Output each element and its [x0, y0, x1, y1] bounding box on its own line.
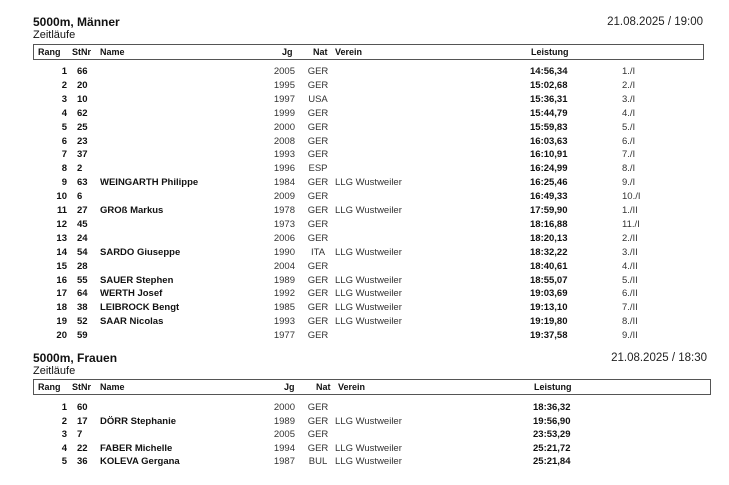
- cell-platz: 1./II: [622, 205, 638, 216]
- result-row: [0, 443, 729, 456]
- cell-jg: 1993: [273, 149, 295, 161]
- result-row: [0, 233, 729, 246]
- cell-stnr: 10: [77, 93, 88, 105]
- cell-platz: 4./II: [622, 260, 638, 272]
- cell-stnr: 20: [77, 79, 88, 91]
- cell-verein: LLG Wustweiler: [335, 302, 402, 314]
- cell-rang: 17: [56, 288, 67, 300]
- cell-leistung: 19:03,69: [530, 288, 568, 300]
- cell-stnr: 55: [77, 274, 88, 286]
- cell-rang: 6: [61, 135, 67, 147]
- cell-leistung: 17:59,90: [530, 205, 568, 216]
- cell-rang: 5: [61, 456, 67, 468]
- cell-verein: LLG Wustweiler: [335, 205, 402, 216]
- result-row: [0, 247, 729, 260]
- cell-verein: LLG Wustweiler: [335, 316, 402, 328]
- cell-stnr: 25: [77, 121, 88, 133]
- cell-rang: 8: [61, 163, 67, 175]
- col-leistung: Leistung: [531, 47, 569, 57]
- cell-jg: 1987: [273, 456, 295, 468]
- cell-rang: 18: [56, 302, 67, 314]
- cell-jg: 2005: [273, 429, 295, 441]
- result-row: [0, 456, 729, 469]
- cell-platz: 10./I: [622, 191, 641, 203]
- cell-verein: LLG Wustweiler: [335, 456, 402, 468]
- col-jg: Jg: [284, 382, 295, 392]
- cell-stnr: 2: [77, 163, 83, 175]
- cell-leistung: 19:19,80: [530, 316, 568, 328]
- cell-platz: 9./II: [622, 330, 638, 342]
- result-row: [0, 429, 729, 442]
- cell-nat: GER: [307, 429, 329, 441]
- col-verein: Verein: [335, 47, 363, 57]
- cell-leistung: 19:13,10: [530, 302, 568, 314]
- cell-stnr: 17: [77, 415, 88, 427]
- cell-nat: GER: [307, 66, 329, 77]
- cell-jg: 1993: [273, 316, 295, 328]
- cell-jg: 1997: [273, 93, 295, 105]
- cell-nat: GER: [307, 218, 329, 230]
- cell-stnr: 23: [77, 135, 88, 147]
- cell-platz: 6./I: [622, 135, 636, 147]
- cell-rang: 11: [56, 205, 67, 216]
- col-name: Name: [100, 382, 125, 392]
- cell-leistung: 18:32,22: [530, 246, 568, 258]
- col-rang: Rang: [38, 47, 61, 57]
- cell-jg: 2006: [273, 232, 295, 244]
- cell-leistung: 18:55,07: [530, 274, 568, 286]
- men-event-title: 5000m, Männer: [33, 15, 120, 29]
- cell-jg: 1984: [273, 177, 295, 189]
- cell-leistung: 18:36,32: [533, 402, 571, 413]
- cell-jg: 1985: [273, 302, 295, 314]
- cell-jg: 1996: [273, 163, 295, 175]
- cell-rang: 3: [61, 429, 67, 441]
- cell-jg: 1994: [273, 442, 295, 454]
- cell-nat: GER: [307, 402, 329, 413]
- cell-rang: 4: [61, 107, 67, 119]
- cell-name: DÖRR Stephanie: [100, 415, 177, 427]
- cell-stnr: 38: [77, 302, 88, 314]
- cell-leistung: 25:21,84: [533, 456, 571, 468]
- result-row: [0, 136, 729, 149]
- col-leistung: Leistung: [534, 382, 572, 392]
- cell-rang: 15: [56, 260, 67, 272]
- women-datetime: 21.08.2025 / 18:30: [611, 352, 707, 364]
- cell-leistung: 15:44,79: [530, 107, 568, 119]
- cell-rang: 13: [56, 232, 67, 244]
- cell-name: FABER Michelle: [100, 442, 173, 454]
- cell-jg: 2000: [273, 402, 295, 413]
- result-row: [0, 108, 729, 121]
- cell-jg: 1989: [273, 274, 295, 286]
- cell-jg: 2000: [273, 121, 295, 133]
- women-table-header: [33, 379, 711, 395]
- cell-leistung: 15:36,31: [530, 93, 568, 105]
- cell-rang: 19: [56, 316, 67, 328]
- cell-stnr: 60: [77, 402, 88, 413]
- result-row: [0, 219, 729, 232]
- result-row: [0, 122, 729, 135]
- result-row: [0, 191, 729, 204]
- cell-rang: 5: [61, 121, 67, 133]
- result-row: [0, 402, 729, 415]
- cell-nat: GER: [307, 79, 329, 91]
- result-row: [0, 288, 729, 301]
- cell-rang: 12: [56, 218, 67, 230]
- cell-jg: 1992: [273, 288, 295, 300]
- cell-stnr: 22: [77, 442, 88, 454]
- cell-rang: 1: [61, 402, 67, 413]
- cell-leistung: 16:24,99: [530, 163, 568, 175]
- cell-leistung: 16:10,91: [530, 149, 568, 161]
- cell-nat: GER: [307, 442, 329, 454]
- cell-jg: 2004: [273, 260, 295, 272]
- cell-jg: 1995: [273, 79, 295, 91]
- cell-platz: 5./I: [622, 121, 636, 133]
- cell-name: SAUER Stephen: [100, 274, 174, 286]
- cell-verein: LLG Wustweiler: [335, 246, 402, 258]
- cell-platz: 6./II: [622, 288, 638, 300]
- cell-nat: GER: [307, 107, 329, 119]
- cell-rang: 14: [56, 246, 67, 258]
- cell-nat: GER: [307, 232, 329, 244]
- cell-stnr: 59: [77, 330, 88, 342]
- cell-platz: 7./II: [622, 302, 638, 314]
- cell-nat: GER: [307, 274, 329, 286]
- cell-platz: 3./II: [622, 246, 638, 258]
- cell-name: WEINGARTH Philippe: [100, 177, 199, 189]
- cell-jg: 2009: [273, 191, 295, 203]
- cell-stnr: 45: [77, 218, 88, 230]
- col-nat: Nat: [316, 382, 331, 392]
- cell-nat: GER: [307, 205, 329, 216]
- col-stnr: StNr: [72, 382, 92, 392]
- result-row: [0, 416, 729, 429]
- cell-leistung: 14:56,34: [530, 66, 568, 77]
- result-row: [0, 94, 729, 107]
- cell-stnr: 6: [77, 191, 83, 203]
- cell-stnr: 37: [77, 149, 88, 161]
- cell-rang: 4: [61, 442, 67, 454]
- women-event-title: 5000m, Frauen: [33, 351, 118, 365]
- cell-nat: GER: [307, 415, 329, 427]
- result-row: [0, 261, 729, 274]
- cell-nat: GER: [307, 121, 329, 133]
- cell-rang: 16: [56, 274, 67, 286]
- cell-nat: GER: [307, 330, 329, 342]
- result-row: [0, 177, 729, 190]
- cell-nat: GER: [307, 302, 329, 314]
- cell-stnr: 64: [77, 288, 88, 300]
- men-datetime: 21.08.2025 / 19:00: [607, 16, 703, 28]
- cell-name: WERTH Josef: [100, 288, 163, 300]
- result-row: [0, 149, 729, 162]
- result-row: [0, 330, 729, 343]
- cell-leistung: 19:37,58: [530, 330, 568, 342]
- cell-nat: USA: [308, 93, 328, 105]
- cell-platz: 4./I: [622, 107, 636, 119]
- result-row: [0, 316, 729, 329]
- cell-rang: 2: [61, 79, 67, 91]
- cell-name: LEIBROCK Bengt: [100, 302, 180, 314]
- cell-leistung: 19:56,90: [533, 415, 571, 427]
- cell-platz: 5./II: [622, 274, 638, 286]
- cell-nat: ESP: [308, 163, 328, 175]
- women-subtitle: Zeitläufe: [33, 365, 76, 377]
- cell-verein: LLG Wustweiler: [335, 288, 402, 300]
- cell-leistung: 16:03,63: [530, 135, 568, 147]
- cell-rang: 1: [61, 66, 67, 77]
- cell-leistung: 18:16,88: [530, 218, 568, 230]
- col-jg: Jg: [282, 47, 293, 57]
- cell-jg: 1989: [273, 415, 295, 427]
- col-nat: Nat: [313, 47, 328, 57]
- cell-verein: LLG Wustweiler: [335, 415, 402, 427]
- cell-platz: 8./I: [622, 163, 636, 175]
- cell-rang: 3: [61, 93, 67, 105]
- cell-leistung: 23:53,29: [533, 429, 571, 441]
- cell-rang: 9: [61, 177, 67, 189]
- cell-leistung: 18:40,61: [530, 260, 568, 272]
- cell-jg: 2008: [273, 135, 295, 147]
- cell-stnr: 66: [77, 66, 88, 77]
- cell-nat: GER: [307, 316, 329, 328]
- result-row: [0, 205, 729, 218]
- cell-jg: 1990: [273, 246, 295, 258]
- cell-nat: GER: [307, 288, 329, 300]
- cell-stnr: 52: [77, 316, 88, 328]
- cell-jg: 1999: [273, 107, 295, 119]
- cell-platz: 7./I: [622, 149, 636, 161]
- cell-rang: 7: [61, 149, 67, 161]
- cell-leistung: 16:25,46: [530, 177, 568, 189]
- cell-stnr: 54: [77, 246, 88, 258]
- cell-stnr: 7: [77, 429, 83, 441]
- cell-platz: 1./I: [622, 66, 636, 77]
- result-row: [0, 302, 729, 315]
- col-rang: Rang: [38, 382, 61, 392]
- cell-verein: LLG Wustweiler: [335, 442, 402, 454]
- cell-name: SAAR Nicolas: [100, 316, 164, 328]
- cell-rang: 10: [56, 191, 67, 203]
- cell-jg: 1978: [273, 205, 295, 216]
- cell-jg: 2005: [273, 66, 295, 77]
- cell-leistung: 16:49,33: [530, 191, 568, 203]
- result-row: [0, 66, 729, 79]
- cell-leistung: 15:02,68: [530, 79, 568, 91]
- cell-leistung: 18:20,13: [530, 232, 568, 244]
- cell-nat: ITA: [310, 246, 326, 258]
- cell-platz: 2./II: [622, 232, 638, 244]
- cell-nat: GER: [307, 191, 329, 203]
- cell-leistung: 25:21,72: [533, 442, 571, 454]
- col-stnr: StNr: [72, 47, 92, 57]
- cell-stnr: 28: [77, 260, 88, 272]
- cell-platz: 9./I: [622, 177, 636, 189]
- cell-nat: GER: [307, 149, 329, 161]
- men-table-header: [33, 44, 704, 60]
- cell-name: GROß Markus: [100, 205, 164, 216]
- result-row: [0, 80, 729, 93]
- cell-jg: 1977: [273, 330, 295, 342]
- cell-stnr: 36: [77, 456, 88, 468]
- cell-jg: 1973: [273, 218, 295, 230]
- cell-platz: 2./I: [622, 79, 636, 91]
- cell-name: KOLEVA Gergana: [100, 456, 180, 468]
- result-row: [0, 275, 729, 288]
- cell-stnr: 62: [77, 107, 88, 119]
- cell-platz: 11./I: [622, 218, 640, 230]
- cell-verein: LLG Wustweiler: [335, 274, 402, 286]
- result-row: [0, 163, 729, 176]
- cell-leistung: 15:59,83: [530, 121, 568, 133]
- men-subtitle: Zeitläufe: [33, 29, 76, 41]
- cell-stnr: 63: [77, 177, 88, 189]
- cell-verein: LLG Wustweiler: [335, 177, 402, 189]
- cell-rang: 20: [56, 330, 67, 342]
- cell-platz: 8./II: [622, 316, 638, 328]
- cell-nat: BUL: [308, 456, 328, 468]
- cell-name: SARDO Giuseppe: [100, 246, 181, 258]
- cell-nat: GER: [307, 135, 329, 147]
- cell-stnr: 27: [77, 205, 88, 216]
- cell-platz: 3./I: [622, 93, 636, 105]
- col-name: Name: [100, 47, 125, 57]
- cell-nat: GER: [307, 177, 329, 189]
- cell-rang: 2: [61, 415, 67, 427]
- col-verein: Verein: [338, 382, 366, 392]
- cell-nat: GER: [307, 260, 329, 272]
- cell-stnr: 24: [77, 232, 88, 244]
